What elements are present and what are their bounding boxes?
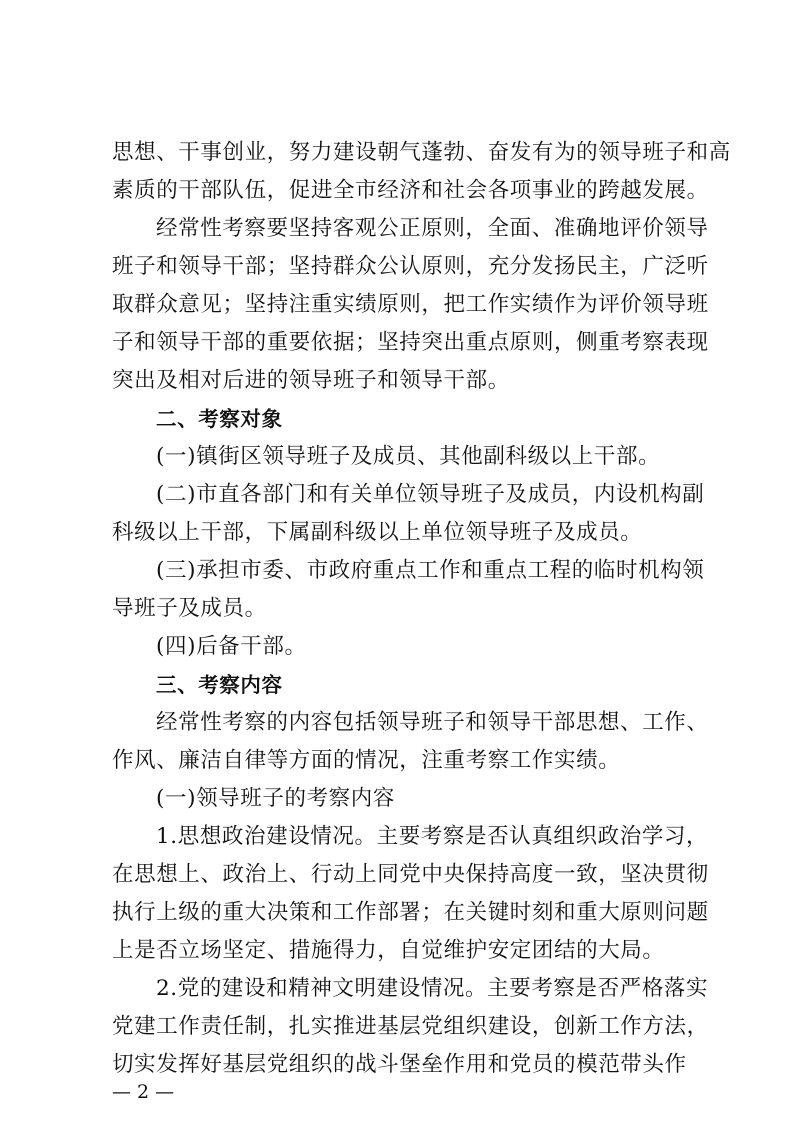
body-line-12: (三)承担市委、市政府重点工作和重点工程的临时机构领: [156, 558, 705, 583]
body-line-2: 素质的干部队伍，促进全市经济和社会各项事业的跨越发展。: [112, 178, 709, 203]
body-line-13: 导班子及成员。: [112, 596, 267, 621]
body-line-9: (一)镇街区领导班子及成员、其他副科级以上干部。: [156, 444, 661, 469]
section-heading-3: 三、考察内容: [156, 673, 283, 697]
body-line-24: 党建工作责任制，扎实推进基层党组织建设，创新工作方法，: [112, 1014, 709, 1039]
body-line-17: 作风、廉洁自律等方面的情况，注重考察工作实绩。: [112, 748, 621, 773]
body-line-1: 思想、干事创业，努力建设朝气蓬勃、奋发有为的领导班子和高: [112, 140, 731, 165]
body-line-5: 取群众意见；坚持注重实绩原则，把工作实绩作为评价领导班: [112, 292, 709, 317]
body-line-21: 执行上级的重大决策和工作部署；在关键时刻和重大原则问题: [112, 900, 709, 925]
body-line-16: 经常性考察的内容包括领导班子和领导干部思想、工作、: [156, 710, 709, 735]
body-line-11: 科级以上干部，下属副科级以上单位领导班子及成员。: [112, 520, 643, 545]
page-number: — 2 —: [112, 1081, 175, 1103]
body-line-23: 2.党的建设和精神文明建设情况。主要考察是否严格落实: [156, 976, 709, 1001]
body-line-22: 上是否立场坚定、措施得力，自觉维护安定团结的大局。: [112, 938, 665, 963]
body-line-10: (二)市直各部门和有关单位领导班子及成员，内设机构副: [156, 482, 705, 507]
body-line-14: (四)后备干部。: [156, 634, 307, 659]
section-heading-2: 二、考察对象: [156, 407, 283, 431]
body-line-6: 子和领导干部的重要依据；坚持突出重点原则，侧重考察表现: [112, 330, 709, 355]
body-line-3: 经常性考察要坚持客观公正原则，全面、准确地评价领导: [156, 216, 709, 241]
body-line-25: 切实发挥好基层党组织的战斗堡垒作用和党员的模范带头作: [112, 1052, 687, 1077]
body-line-7: 突出及相对后进的领导班子和领导干部。: [112, 368, 510, 393]
body-line-19: 1.思想政治建设情况。主要考察是否认真组织政治学习，: [156, 824, 709, 849]
subheading-1: (一)领导班子的考察内容: [156, 786, 395, 811]
body-line-4: 班子和领导干部；坚持群众公认原则，充分发扬民主，广泛听: [112, 254, 709, 279]
body-line-20: 在思想上、政治上、行动上同党中央保持高度一致，坚决贯彻: [112, 862, 709, 887]
